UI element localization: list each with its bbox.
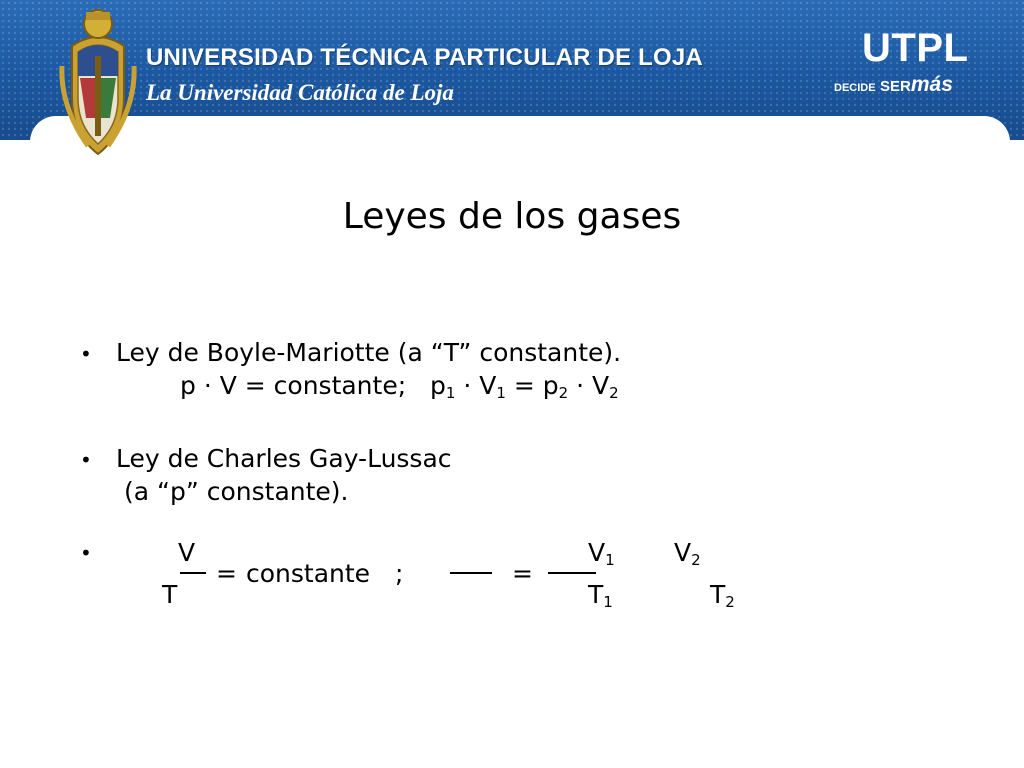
t2-sub: 2 xyxy=(725,593,735,611)
charles-heading: Ley de Charles Gay-Lussac xyxy=(116,444,452,473)
boyle-eq-v1: · V xyxy=(463,371,497,400)
formula-equals-2: = xyxy=(512,559,533,588)
formula-v2 xyxy=(674,540,701,568)
header-banner xyxy=(0,0,1024,158)
banner-curve xyxy=(30,116,1010,158)
bullet-1: • xyxy=(80,342,92,366)
formula-equals: = xyxy=(216,559,237,588)
boyle-equation xyxy=(180,373,619,401)
bullet-3: • xyxy=(80,541,92,565)
fraction-bar xyxy=(548,572,596,574)
utpl-tagline xyxy=(834,74,953,95)
tagline-mas: más xyxy=(910,73,953,96)
formula-t2 xyxy=(710,582,735,610)
boyle-eq-sub: 2 xyxy=(609,384,619,402)
formula-v: V xyxy=(178,538,196,567)
boyle-eq-sub: 1 xyxy=(496,384,506,402)
university-subtitle: La Universidad Católica de Loja xyxy=(146,80,454,105)
formula-v1 xyxy=(588,540,615,568)
slide-title: Leyes de los gases xyxy=(342,196,682,237)
v1-letter: V xyxy=(588,538,606,567)
fraction-bar xyxy=(450,572,492,574)
formula-semicolon: ; xyxy=(395,559,404,588)
formula-constante: constante xyxy=(246,559,371,588)
t1-letter: T xyxy=(588,580,604,609)
boyle-eq-v2: · V xyxy=(576,371,610,400)
tagline-decide: DECIDE xyxy=(834,82,876,94)
charles-condition: (a “p” constante). xyxy=(124,477,349,506)
formula-t1 xyxy=(588,582,613,610)
university-name: UNIVERSIDAD TÉCNICA PARTICULAR DE LOJA xyxy=(146,44,703,71)
boyle-eq-sub: 1 xyxy=(445,384,456,402)
utpl-logo: UTPL xyxy=(862,26,969,70)
formula-t: T xyxy=(162,580,178,609)
bullet-2: • xyxy=(80,448,92,472)
university-crest-icon xyxy=(58,6,138,156)
boyle-heading: Ley de Boyle-Mariotte (a “T” constante). xyxy=(116,338,622,367)
boyle-eq-p1: p xyxy=(429,371,446,400)
v2-letter: V xyxy=(674,538,692,567)
fraction-bar xyxy=(180,572,206,574)
tagline-ser: SER xyxy=(880,78,911,95)
boyle-eq-main: p · V = constante; xyxy=(180,371,407,400)
v1-sub: 1 xyxy=(605,551,615,569)
v2-sub: 2 xyxy=(691,551,701,569)
t2-letter: T xyxy=(710,580,726,609)
boyle-eq-sub: 2 xyxy=(558,384,569,402)
t1-sub: 1 xyxy=(603,593,613,611)
boyle-eq-p2: = p xyxy=(513,371,559,400)
